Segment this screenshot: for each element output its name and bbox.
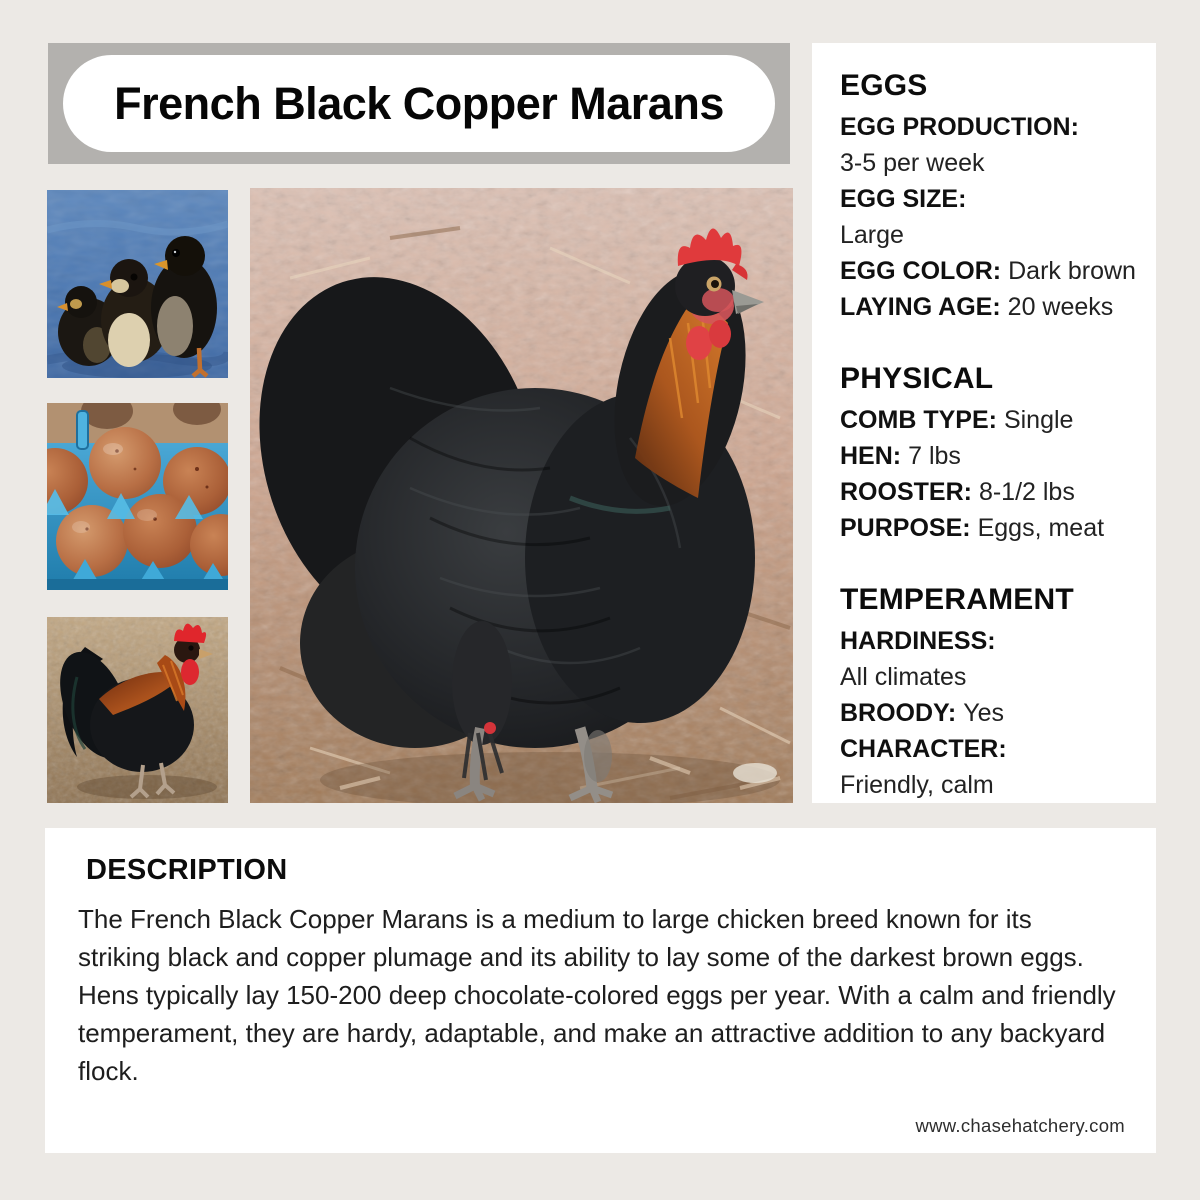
- physical-heading: PHYSICAL: [840, 362, 994, 395]
- hen-weight-value: 7 lbs: [908, 442, 961, 470]
- egg-size-label: EGG SIZE:: [840, 185, 967, 213]
- laying-age-row: [840, 289, 1138, 325]
- hardiness-label: HARDINESS:: [840, 627, 996, 655]
- eggs-photo-illustration: [47, 403, 228, 590]
- breed-stats-panel: [812, 43, 1156, 803]
- chicks-photo: [47, 190, 228, 378]
- egg-size-label-row: [840, 181, 1138, 217]
- description-heading: DESCRIPTION: [86, 854, 288, 886]
- rooster-weight-value: 8-1/2 lbs: [978, 478, 1075, 506]
- description-panel: [45, 828, 1156, 1153]
- hen-weight-label: HEN:: [840, 442, 902, 470]
- purpose-row: [840, 510, 1138, 546]
- title-pill: [63, 55, 775, 152]
- hen-weight-row: [840, 438, 1138, 474]
- egg-production-label: EGG PRODUCTION:: [840, 113, 1079, 141]
- website-url: www.chasehatchery.com: [915, 1115, 1125, 1136]
- hardiness-label-row: [840, 623, 1138, 659]
- hen-photo: [250, 188, 793, 803]
- rooster-photo: [47, 617, 228, 803]
- character-label-row: [840, 731, 1138, 767]
- rooster-weight-row: [840, 474, 1138, 510]
- broody-row: [840, 695, 1138, 731]
- eggs-photo: [47, 403, 228, 590]
- broody-label: BROODY:: [840, 699, 957, 727]
- egg-color-value: Dark brown: [1008, 257, 1136, 285]
- broody-value: Yes: [963, 699, 1004, 727]
- egg-color-row: [840, 253, 1138, 289]
- hen-photo-illustration: [250, 188, 793, 803]
- eggs-heading: EGGS: [840, 69, 928, 102]
- purpose-label: PURPOSE:: [840, 514, 971, 542]
- egg-color-label: EGG COLOR:: [840, 257, 1002, 285]
- description-text: The French Black Copper Marans is a medium to large chicken breed known for its striking black and copper plumage and its ability to lay some of the darkest brown eggs. Hens typically lay 150-200 deep chocolate-colored eggs per year. With a calm and friendly temperament, they are hardy, adaptable, and make an attractive addition to any backyard flock.: [78, 904, 1116, 1086]
- physical-section: [840, 362, 1138, 546]
- page-title: French Black Copper Marans: [114, 77, 724, 129]
- temperament-section: [840, 583, 1138, 803]
- title-banner: [48, 43, 790, 164]
- egg-size-value: Large: [840, 221, 904, 249]
- laying-age-value: 20 weeks: [1007, 293, 1114, 321]
- rooster-photo-illustration: [47, 617, 228, 803]
- purpose-value: Eggs, meat: [977, 514, 1105, 542]
- egg-production-value: 3-5 per week: [840, 149, 985, 177]
- character-value: Friendly, calm: [840, 771, 994, 799]
- rooster-weight-label: ROOSTER:: [840, 478, 972, 506]
- egg-production-label-row: [840, 109, 1138, 145]
- eggs-section: [840, 69, 1138, 325]
- laying-age-label: LAYING AGE:: [840, 293, 1001, 321]
- comb-type-value: Single: [1003, 406, 1074, 434]
- hardiness-value: All climates: [840, 663, 967, 691]
- character-label: CHARACTER:: [840, 735, 1007, 763]
- temperament-heading: TEMPERAMENT: [840, 583, 1074, 616]
- comb-type-row: [840, 402, 1138, 438]
- comb-type-label: COMB TYPE:: [840, 406, 997, 434]
- chicks-photo-illustration: [47, 190, 228, 378]
